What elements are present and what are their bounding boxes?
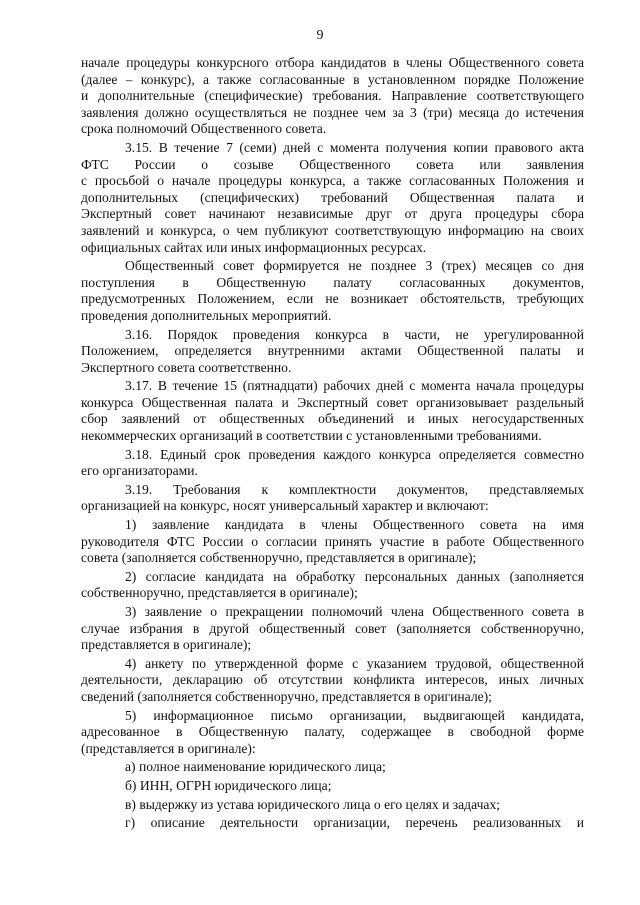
text-line: а) полное наименование юридического лица; [125,759,386,775]
sub-item-g [81,815,584,832]
text-line: предусмотренных Положением, если не возникает обстоятельств, требующих [81,291,584,307]
text-line: 1) заявление кандидата в члены Общественного совета на имя [125,517,584,533]
text-line: с просьбой о начале процедуры конкурса, а также согласованных Положения и [81,173,584,189]
text-line: Экспертного совета соответственно. [81,359,292,375]
text-line: срока полномочий Общественного совета. [81,121,327,137]
text-line: дополнительных (специфических) требований Общественная палата и [81,189,584,205]
text-line: г) описание деятельности организации, перечень реализованных и [125,815,584,831]
text-line: 3.15. В течение 7 (семи) дней с момента получения копии правового акта [125,139,584,155]
text-line: 3.19. Требования к комплектности документов, представляемых [125,481,584,497]
sub-item-v [81,797,584,814]
text-line: 3.16. Порядок проведения конкурса в части, не урегулированной [125,326,584,342]
text-line: ФТС России о созыве Общественного совета или заявления [81,156,584,172]
list-item-5 [81,708,584,758]
paragraph-council-formed [81,258,584,324]
text-line: представляется в оригинале); [81,637,252,653]
text-line: некоммерческих организаций в соответствии с установленными требованиями. [81,428,542,444]
text-line: 5) информационное письмо организации, выдвигающей кандидата, [125,707,584,723]
text-line: сведений (заполняется собственноручно, представляется в оригинале); [81,688,492,704]
text-line: организацией на конкурс, носят универсальный характер и включают: [81,498,489,514]
page-number: 9 [316,28,324,43]
text-line: начале процедуры конкурсного отбора кандидатов в члены Общественного совета [81,55,584,70]
text-line: б) ИНН, ОГРН юридического лица; [125,777,332,793]
text-line: проведения дополнительных мероприятий. [81,307,332,323]
text-line: его организаторами. [81,463,198,479]
text-line: Положением, определяется внутренними актами Общественной палаты и [81,343,584,359]
text-line: Общественный совет формируется не позднее 3 (трех) месяцев со дня [125,258,584,274]
text-line: заявления должно осуществляться не позднее чем за 3 (три) месяца до истечения [81,104,584,120]
text-line: поступления в Общественную палату согласованных документов, [81,274,584,290]
text-line: 2) согласие кандидата на обработку персональных данных (заполняется [125,568,584,584]
text-line: заявлений и конкурса, о чем публикуют соответствующую информацию на своих [81,222,584,238]
sub-item-a [81,759,584,776]
text-line: (представляется в оригинале): [81,740,256,756]
text-line: Экспертный совет начинают независимые друг от друга процедуры сбора [81,206,584,222]
text-line: адресованное в Общественную палату, содержащее в свободной форме [81,724,584,740]
text-line: собственноручно, представляется в оригинале); [81,585,358,601]
text-line: деятельности, декларацию об отсутствии конфликта интересов, иных личных [81,672,584,688]
text-line: официальных сайтах или иных информационных ресурсах. [81,239,427,255]
list-item-1 [81,517,584,567]
text-line: 3.17. В течение 15 (пятнадцати) рабочих дней с момента начала процедуры [125,378,584,394]
text-line: конкурса Общественная палата и Экспертный совет организовывает раздельный [81,394,584,410]
text-line: сбор заявлений от общественных объединений и иных негосударственных [81,411,584,427]
list-item-4 [81,656,584,706]
text-line: 3) заявление о прекращении полномочий члена Общественного совета в [125,604,584,619]
text-line: (далее – конкурс), а также согласованные в установленном порядке Положение [81,71,584,87]
text-line: и дополнительные (специфические) требования. Направление соответствующего [81,88,584,104]
document-body [81,55,584,834]
text-line: случае избрания в другой общественный совет (заполняется собственноручно, [81,620,584,636]
paragraph-intro [81,55,584,138]
text-line: в) выдержку из устава юридического лица о его целях и задачах; [125,796,501,812]
paragraph-3-19 [81,482,584,515]
paragraph-3-18 [81,447,584,480]
sub-item-b [81,778,584,795]
text-line: 3.18. Единый срок проведения каждого конкурса определяется совместно [125,446,584,462]
text-line: совета (заполняется собственноручно, представляется в оригинале); [81,550,477,566]
paragraph-3-17 [81,378,584,444]
text-line: 4) анкету по утвержденной форме с указанием трудовой, общественной [125,655,584,671]
paragraph-3-16 [81,327,584,377]
text-line: руководителя ФТС России о согласии принять участие в работе Общественного [81,533,584,549]
list-item-3 [81,604,584,654]
list-item-2 [81,569,584,602]
paragraph-3-15 [81,140,584,256]
